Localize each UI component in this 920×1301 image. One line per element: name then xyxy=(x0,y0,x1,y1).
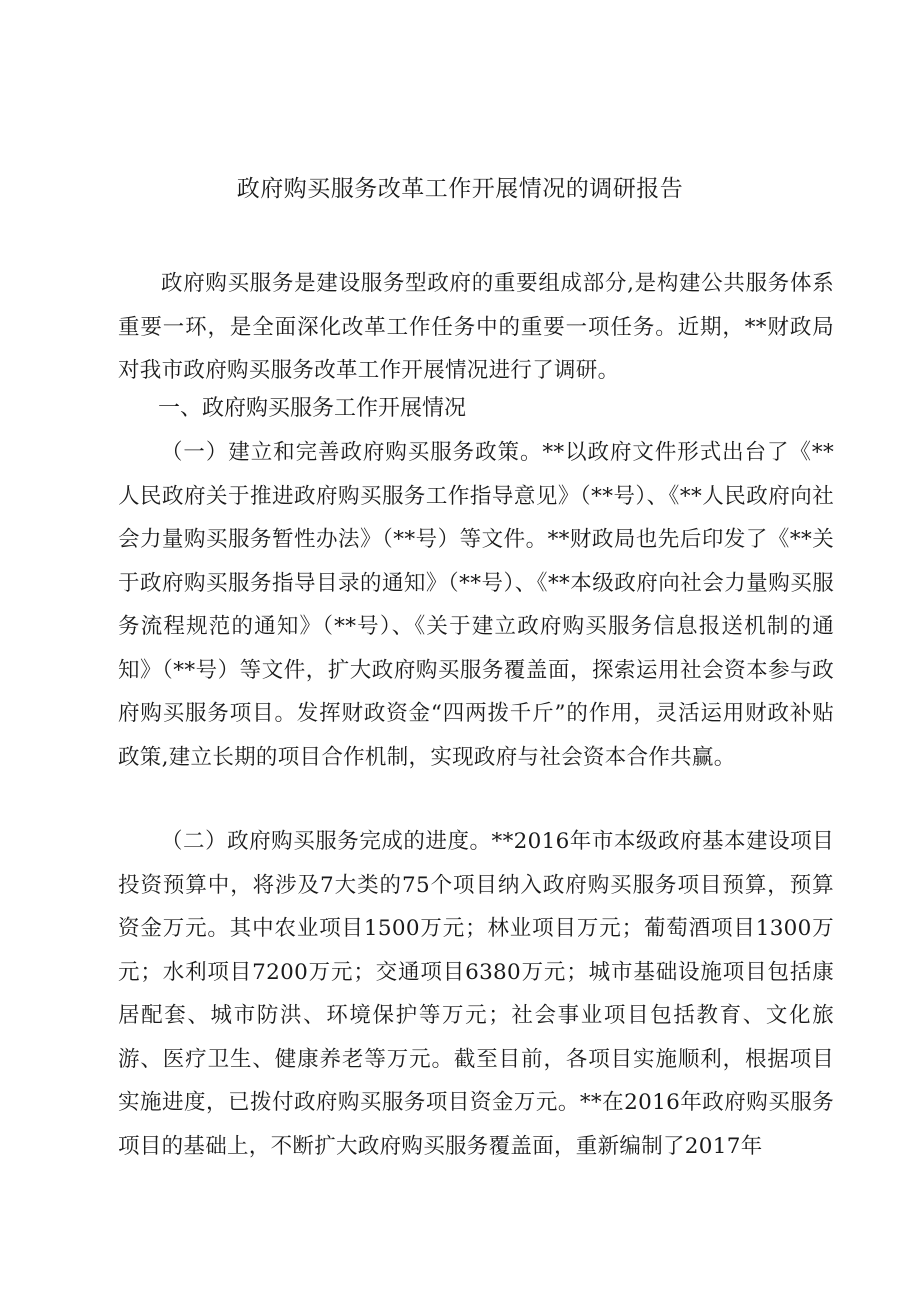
paragraph-policy: （一）建立和完善政府购买服务政策。**以政府文件形式出台了《**人民政府关于推进政府购买服务工作指导意见》（**号）、《**人民政府向社会力量购买服务暂性办法》（**号）等文件。**财政局也先后印发了《**关于政府购买服务指导目录的通知》（**号）、《**本级政府向社会力量购买服务流程规范的通知》（**号）、《关于建立政府购买服务信息报送机制的通知》（**号）等文件，扩大政府购买服务覆盖面，探索运用社会资本参与政府购买服务项目。发挥财政资金“四两拨千斤”的作用，灵活运用财政补贴政策,建立长期的项目合作机制，实现政府与社会资本合作共赢。 xyxy=(118,440,834,770)
paragraph-progress: （二）政府购买服务完成的进度。**2016年市本级政府基本建设项目投资预算中，将涉及7大类的75个项目纳入政府购买服务项目预算，预算资金万元。其中农业项目1500万元；林业项目万元；葡萄酒项目1300万元；水利项目7200万元；交通项目6380万元；城市基础设施项目包括康居配套、城市防洪、环境保护等万元；社会事业项目包括教育、文化旅游、医疗卫生、健康养老等万元。截至目前，各项目实施顺利，根据项目实施进度，已拨付政府购买服务项目资金万元。**在2016年政府购买服务项目的基础上，不断扩大政府购买服务覆盖面，重新编制了2017年 xyxy=(118,829,834,1159)
section-heading: 一、政府购买服务工作开展情况 xyxy=(158,396,467,421)
document-title: 政府购买服务改革工作开展情况的调研报告 xyxy=(236,176,684,202)
intro-paragraph: 政府购买服务是建设服务型政府的重要组成部分,是构建公共服务体系重要一环，是全面深化改革工作任务中的重要一项任务。近期，**财政局对我市政府购买服务改革工作开展情况进行了调研。 xyxy=(118,271,834,383)
